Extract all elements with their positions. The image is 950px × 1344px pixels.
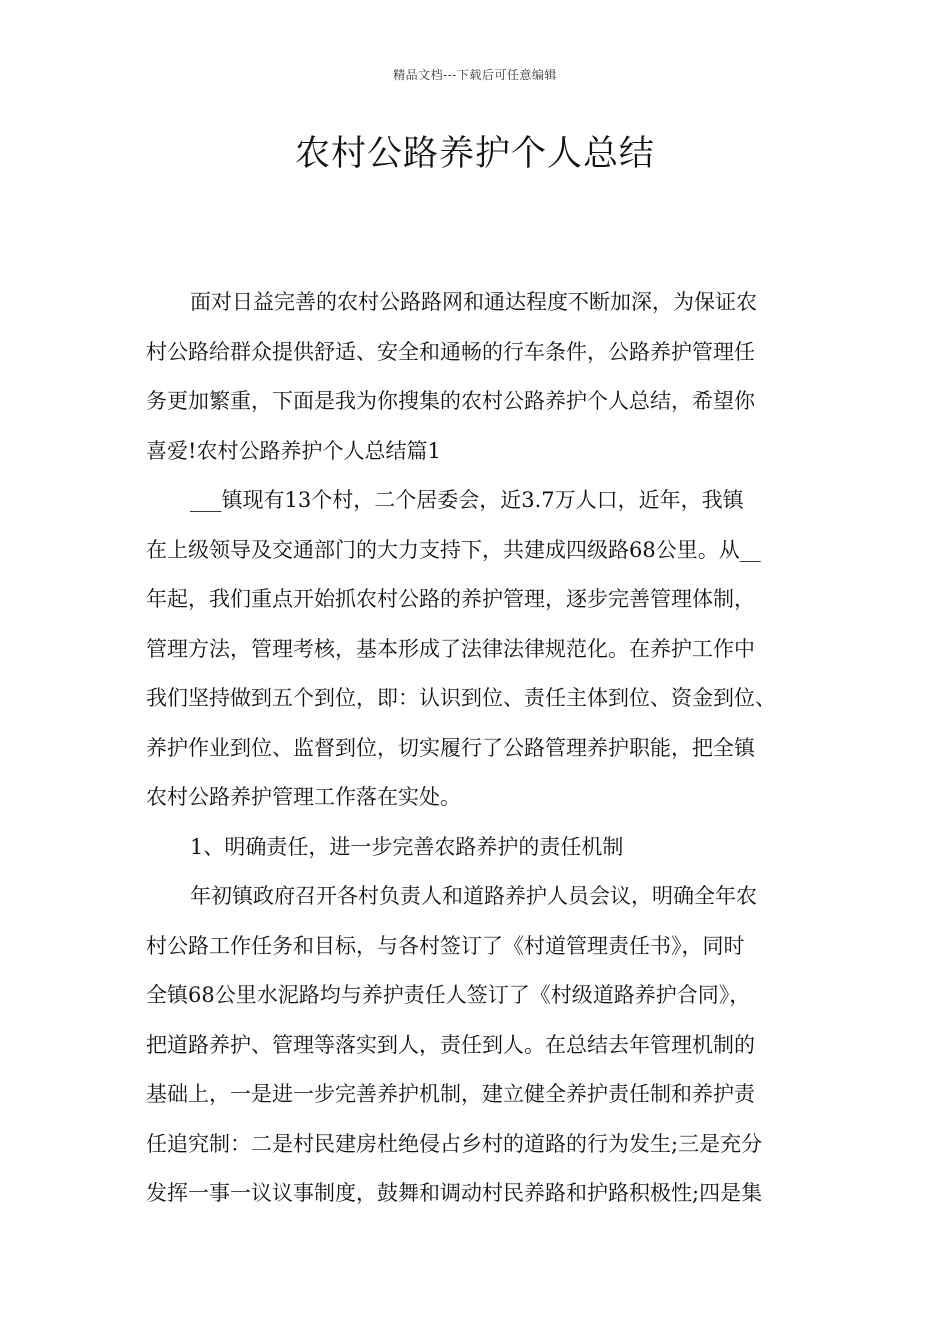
paragraph-line: 任追究制：二是村民建房杜绝侵占乡村的道路的行为发生;三是充分 <box>146 1131 763 1156</box>
paragraph-line: 基础上，一是进一步完善养护机制，建立健全养护责任制和养护责 <box>146 1082 755 1106</box>
paragraph-line: 村公路给群众提供舒适、安全和通畅的行车条件，公路养护管理任 <box>146 339 755 364</box>
paragraph-line: 村公路工作任务和目标，与各村签订了《村道管理责任书》，同时 <box>146 933 745 958</box>
paragraph-line: 年初镇政府召开各村负责人和道路养护人员会议，明确全年农 <box>190 884 757 908</box>
paragraph-line: 务更加繁重，下面是我为你搜集的农村公路养护个人总结，希望你 <box>146 389 755 413</box>
paragraph-line: 年起，我们重点开始抓农村公路的养护管理，逐步完善管理体制， <box>146 587 755 611</box>
paragraph-line: 我们坚持做到五个到位，即：认识到位、责任主体到位、资金到位、 <box>146 686 776 710</box>
paragraph-line: 发挥一事一议议事制度，鼓舞和调动村民养路和护路积极性;四是集 <box>146 1181 763 1205</box>
paragraph-line: 管理方法，管理考核，基本形成了法律法律规范化。在养护工作中 <box>146 636 755 661</box>
paragraph-line: 把道路养护、管理等落实到人，责任到人。在总结去年管理机制的 <box>146 1032 755 1057</box>
paragraph-line: 喜爱!农村公路养护个人总结篇1 <box>146 438 441 463</box>
paragraph-line: 在上级领导及交通部门的大力支持下，共建成四级路68公里。从__ <box>146 537 761 562</box>
paragraph-line: ___镇现有13个村，二个居委会，近3.7万人口，近年，我镇 <box>190 488 744 512</box>
paragraph-line: 面对日益完善的农村公路路网和通达程度不断加深，为保证农 <box>190 290 757 314</box>
section-heading: 1、明确责任，进一步完善农路养护的责任机制 <box>190 834 624 859</box>
document-title: 农村公路养护个人总结 <box>294 134 655 174</box>
paragraph-line: 农村公路养护管理工作落在实处。 <box>146 785 461 809</box>
paragraph-line: 养护作业到位、监督到位，切实履行了公路管理养护职能，把全镇 <box>146 735 755 760</box>
document-body <box>146 282 806 1223</box>
paragraph-line: 全镇68公里水泥路均与养护责任人签订了《村级道路养护合同》， <box>146 983 751 1007</box>
header-note: 精品文档---下载后可任意编辑 <box>393 68 557 82</box>
